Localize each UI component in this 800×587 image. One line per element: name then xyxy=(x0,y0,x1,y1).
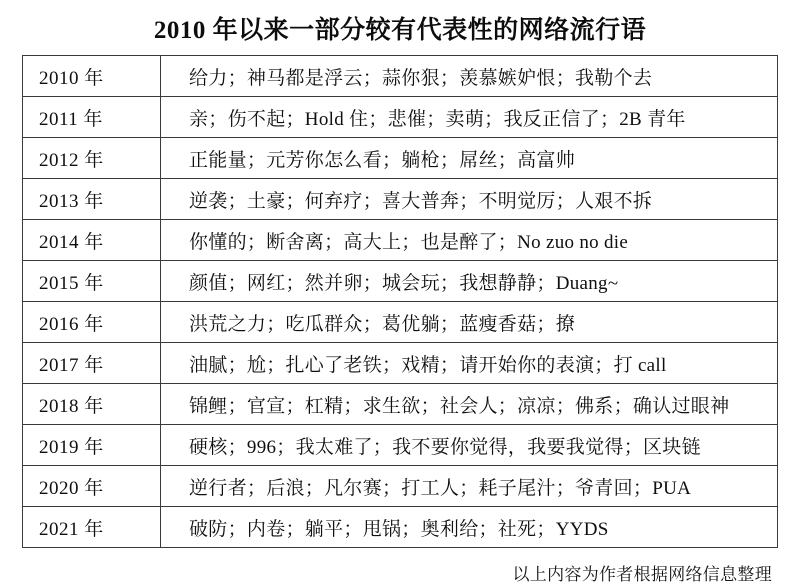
table-row xyxy=(23,384,778,425)
table-row xyxy=(23,302,778,343)
year-cell: 2017 年 xyxy=(23,343,161,384)
year-cell: 2012 年 xyxy=(23,138,161,179)
table-row xyxy=(23,261,778,302)
table-row xyxy=(23,425,778,466)
terms-cell: 洪荒之力；吃瓜群众；葛优躺；蓝瘦香菇；撩 xyxy=(161,302,778,343)
terms-cell: 正能量；元芳你怎么看；躺枪；屌丝；高富帅 xyxy=(161,138,778,179)
table-row xyxy=(23,343,778,384)
terms-cell: 颜值；网红；然并卵；城会玩；我想静静；Duang~ xyxy=(161,261,778,302)
terms-cell: 破防；内卷；躺平；甩锅；奥利给；社死；YYDS xyxy=(161,507,778,548)
page-title: 2010 年以来一部分较有代表性的网络流行语 xyxy=(153,17,647,44)
table-row xyxy=(23,466,778,507)
buzzwords-table xyxy=(22,55,778,548)
terms-cell: 逆行者；后浪；凡尔赛；打工人；耗子尾汁；爷青回；PUA xyxy=(161,466,778,507)
year-cell: 2016 年 xyxy=(23,302,161,343)
table-row xyxy=(23,97,778,138)
table-row xyxy=(23,507,778,548)
terms-cell: 油腻；尬；扎心了老铁；戏精；请开始你的表演；打 call xyxy=(161,343,778,384)
terms-cell: 逆袭；土豪；何弃疗；喜大普奔；不明觉厉；人艰不拆 xyxy=(161,179,778,220)
year-cell: 2019 年 xyxy=(23,425,161,466)
year-cell: 2020 年 xyxy=(23,466,161,507)
year-cell: 2014 年 xyxy=(23,220,161,261)
table-row xyxy=(23,179,778,220)
terms-cell: 给力；神马都是浮云；蒜你狠；羡慕嫉妒恨；我勒个去 xyxy=(161,56,778,97)
year-cell: 2021 年 xyxy=(23,507,161,548)
table-row xyxy=(23,138,778,179)
year-cell: 2011 年 xyxy=(23,97,161,138)
source-note: 以上内容为作者根据网络信息整理 xyxy=(512,565,772,584)
year-cell: 2010 年 xyxy=(23,56,161,97)
year-cell: 2015 年 xyxy=(23,261,161,302)
terms-cell: 锦鲤；官宣；杠精；求生欲；社会人；凉凉；佛系；确认过眼神 xyxy=(161,384,778,425)
table-row xyxy=(23,220,778,261)
year-cell: 2018 年 xyxy=(23,384,161,425)
table-row xyxy=(23,56,778,97)
terms-cell: 亲；伤不起；Hold 住；悲催；卖萌；我反正信了；2B 青年 xyxy=(161,97,778,138)
table-body xyxy=(23,56,778,548)
terms-cell: 你懂的；断舍离；高大上；也是醉了；No zuo no die xyxy=(161,220,778,261)
terms-cell: 硬核；996；我太难了；我不要你觉得，我要我觉得；区块链 xyxy=(161,425,778,466)
year-cell: 2013 年 xyxy=(23,179,161,220)
